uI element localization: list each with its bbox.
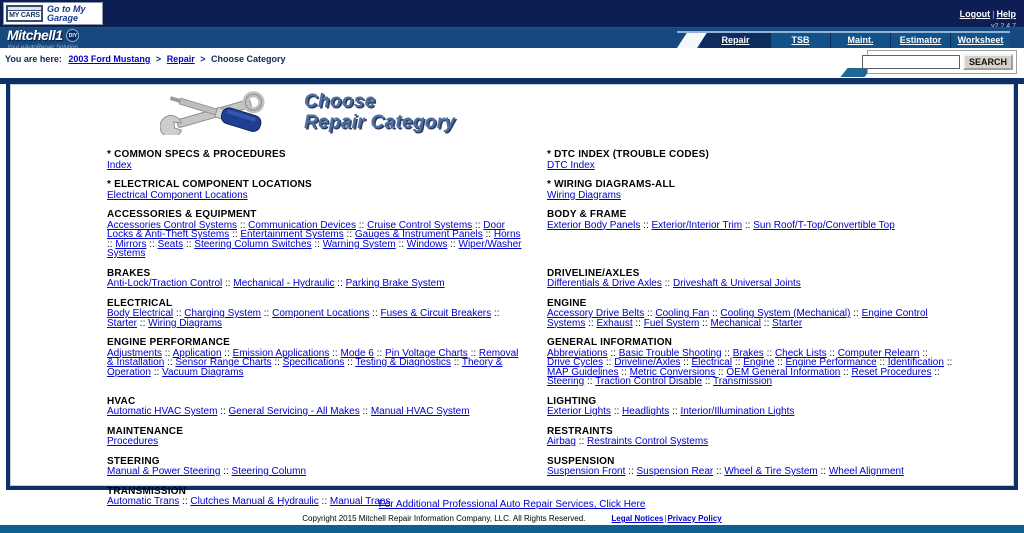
category-link[interactable]: OEM General Information — [726, 366, 841, 378]
category-heading: ENGINE PERFORMANCE — [107, 337, 231, 348]
category-link[interactable]: Manual & Power Steering — [107, 466, 221, 477]
category-links — [107, 437, 527, 447]
category-link[interactable]: Starter — [107, 317, 138, 329]
category-section — [547, 457, 973, 477]
category-heading: ACCESSORIES & EQUIPMENT — [107, 209, 257, 220]
category-link[interactable]: Mechanical — [710, 317, 762, 329]
category-link[interactable]: Clutches Manual & Hydraulic — [190, 496, 319, 507]
category-heading: DRIVELINE/AXLES — [547, 267, 640, 279]
breadcrumb-current: Choose Category — [211, 54, 286, 64]
category-links — [547, 161, 953, 171]
category-link[interactable]: Driveline/Axles — [614, 357, 681, 368]
category-link[interactable]: Warning System — [322, 238, 396, 250]
category-grid — [107, 150, 987, 517]
category-link[interactable]: Engine Control Systems — [547, 308, 928, 329]
breadcrumb-vehicle-link[interactable]: 2003 Ford Mustang — [68, 54, 151, 64]
category-links: Manual & Power Steering :: Steering Column — [107, 466, 307, 477]
diy-badge: DIY — [66, 29, 79, 42]
category-link[interactable]: Door Locks & Anti-Theft Systems — [107, 219, 505, 240]
category-link[interactable]: Fuel System — [643, 317, 700, 329]
category-link[interactable]: Engine — [743, 357, 775, 368]
category-link[interactable]: Accessory Drive Belts — [547, 308, 645, 319]
category-link[interactable]: MAP Guidelines — [547, 366, 619, 378]
page-title: Choose Repair Category — [304, 91, 456, 133]
category-link[interactable]: Exterior Body Panels — [547, 219, 641, 231]
category-link[interactable]: Vacuum Diagrams — [162, 366, 244, 378]
category-link[interactable]: Exterior Lights — [547, 406, 611, 417]
category-link[interactable]: Electrical — [691, 357, 733, 368]
tab-maint[interactable]: Maint. — [830, 33, 890, 48]
category-link[interactable]: Wiring Diagrams — [148, 317, 223, 329]
category-link[interactable]: Horns — [493, 229, 521, 240]
category-link[interactable]: Testing & Diagnostics — [355, 357, 451, 368]
category-link[interactable]: Sensor Range Charts — [175, 357, 272, 368]
search-button[interactable]: SEARCH — [963, 54, 1013, 70]
category-link[interactable]: Basic Trouble Shooting — [618, 347, 722, 359]
category-section — [547, 487, 973, 507]
breadcrumb: You are here: 2003 Ford Mustang > Repair > Choose Category — [5, 54, 286, 64]
breadcrumb-row — [0, 48, 1024, 78]
go-to-my-garage-button[interactable] — [3, 2, 103, 25]
category-link[interactable]: Windows — [406, 238, 448, 250]
category-link[interactable]: Differentials & Drive Axles — [547, 278, 662, 289]
category-heading: RESTRAINTS — [547, 425, 613, 437]
brand-bar — [0, 27, 1024, 48]
category-links: Airbag :: Restraints Control Systems — [547, 436, 709, 447]
category-link[interactable]: Entertainment Systems — [240, 229, 344, 240]
search-input[interactable] — [862, 55, 960, 69]
category-links: Exterior Lights :: Headlights :: Interior/Illumination Lights — [547, 406, 795, 417]
category-link[interactable]: Seats — [157, 238, 184, 250]
category-link[interactable]: Theory & Operation — [107, 357, 503, 378]
category-link[interactable]: Accessories Control Systems — [107, 219, 238, 231]
category-links: Automatic Trans :: Clutches Manual & Hydraulic :: Manual Trans — [107, 496, 391, 507]
category-heading: HVAC — [107, 395, 136, 407]
category-heading: * DTC INDEX (TROUBLE CODES) — [547, 149, 710, 160]
breadcrumb-prefix: You are here: — [5, 54, 62, 64]
category-links: Automatic HVAC System :: General Servicing - All Makes :: Manual HVAC System — [107, 406, 470, 417]
category-heading: MAINTENANCE — [107, 425, 184, 437]
category-link[interactable]: Automatic Trans — [107, 496, 180, 507]
category-link[interactable]: Component Locations — [272, 308, 370, 319]
logout-link[interactable]: Logout — [959, 9, 991, 19]
category-link[interactable]: Anti-Lock/Traction Control — [107, 278, 223, 289]
category-heading: TRANSMISSION — [107, 485, 187, 497]
page-header — [160, 89, 455, 135]
category-links: Anti-Lock/Traction Control :: Mechanical - Hydraulic :: Parking Brake System — [107, 278, 445, 289]
search-panel — [867, 50, 1017, 74]
category-link[interactable]: Cooling Fan — [655, 308, 710, 319]
bottom-bar — [0, 525, 1024, 533]
category-section — [107, 150, 547, 170]
category-link[interactable]: Abbreviations — [547, 347, 608, 359]
category-link[interactable]: Adjustments — [107, 347, 163, 359]
category-section — [547, 269, 973, 289]
category-link[interactable]: Airbag — [547, 436, 576, 447]
category-link[interactable]: Brakes — [732, 347, 764, 359]
category-heading: BODY & FRAME — [547, 209, 627, 220]
category-link[interactable]: Automatic HVAC System — [107, 406, 218, 417]
category-link[interactable]: Transmission — [713, 376, 773, 387]
category-section — [107, 487, 547, 507]
category-link[interactable]: Driveshaft & Universal Joints — [672, 278, 801, 289]
category-link[interactable]: Application — [172, 347, 222, 359]
category-link[interactable]: Procedures — [107, 436, 159, 447]
tab-worksheet[interactable]: Worksheet — [950, 33, 1010, 48]
category-link[interactable]: Drive Cycles — [547, 357, 604, 368]
category-link[interactable]: Pin Voltage Charts — [384, 347, 468, 359]
category-links: Body Electrical :: Charging System :: Component Locations :: Fuses & Circuit Breakers :: Starter :: Wiring Diagrams — [107, 308, 500, 329]
category-link[interactable]: Manual HVAC System — [370, 406, 470, 417]
breadcrumb-repair-link[interactable]: Repair — [166, 54, 195, 64]
category-link[interactable]: Engine Performance — [785, 357, 877, 368]
privacy-policy-link[interactable]: Privacy Policy — [667, 514, 722, 523]
category-heading: GENERAL INFORMATION — [547, 337, 673, 348]
repair-tools-icon — [160, 89, 272, 135]
garage-button-label: Go to My Garage — [47, 3, 86, 23]
category-link[interactable]: Sun Roof/T-Top/Convertible Top — [753, 219, 895, 231]
category-link[interactable]: Cruise Control Systems — [367, 219, 473, 231]
category-links — [547, 191, 953, 201]
category-link[interactable]: Traction Control Disable — [595, 376, 703, 387]
category-link[interactable]: Electrical Component Locations — [107, 189, 248, 201]
category-link[interactable]: Specifications — [282, 357, 345, 368]
tab-estimator[interactable]: Estimator — [890, 33, 950, 48]
category-link[interactable]: Wheel & Tire System — [724, 466, 818, 477]
category-link[interactable]: Communication Devices — [248, 219, 356, 231]
category-links: Differentials & Drive Axles :: Driveshaft & Universal Joints — [547, 278, 801, 289]
category-heading: * WIRING DIAGRAMS-ALL — [547, 179, 676, 190]
category-link[interactable]: Parking Brake System — [345, 278, 445, 289]
category-section — [547, 210, 973, 259]
category-section — [107, 299, 547, 329]
category-link[interactable]: Steering — [547, 376, 585, 387]
category-links: Accessory Drive Belts :: Cooling Fan :: Cooling System (Mechanical) :: Engine Control Systems :: Exhaust :: Fuel System :: Mechanical :: Starter — [547, 308, 928, 329]
category-section — [547, 338, 973, 387]
top-bar — [0, 0, 1024, 27]
category-link[interactable]: Mirrors — [115, 238, 147, 250]
tab-repair[interactable]: Repair — [700, 33, 770, 48]
category-section — [547, 180, 973, 200]
category-heading: * ELECTRICAL COMPONENT LOCATIONS — [107, 179, 312, 190]
category-section — [547, 299, 973, 329]
legal-notices-link[interactable]: Legal Notices — [611, 514, 664, 523]
category-section — [107, 338, 547, 387]
category-links: Suspension Front :: Suspension Rear :: Wheel & Tire System :: Wheel Alignment — [547, 466, 904, 477]
category-link[interactable]: Gauges & Instrument Panels — [354, 229, 483, 240]
category-link[interactable]: Index — [107, 159, 132, 171]
category-link[interactable]: Mode 6 — [340, 347, 374, 359]
category-link[interactable]: Starter — [772, 317, 803, 329]
category-section — [107, 427, 547, 447]
copyright-text: Copyright 2015 Mitchell Repair Information Company, LLC. All Rights Reserved. — [302, 514, 586, 523]
category-links: Accessories Control Systems :: Communication Devices :: Cruise Control Systems :: Door Locks & Anti-Theft Systems :: Entertainment Systems :: Gauges & Instrument Panels :: Horns :: Mirrors :: Seats :: Steering Column Switches :: Warning System :: Windows :: Wiper/Washer Systems — [107, 219, 522, 259]
category-link[interactable]: Identification — [887, 357, 944, 368]
license-plate-icon — [6, 5, 43, 22]
category-link[interactable]: Body Electrical — [107, 308, 174, 319]
session-links: Logout | Help — [960, 4, 1016, 30]
category-heading: LIGHTING — [547, 395, 597, 407]
category-section — [547, 150, 973, 170]
category-links: Abbreviations :: Basic Trouble Shooting :: Brakes :: Check Lists :: Computer Relearn :: Drive Cycles :: Driveline/Axles :: Electrical :: Engine :: Engine Performance :: Identification :: MAP Guidelines :: Metric Conversions :: OEM General Information :: Reset Procedures :: Steering :: Traction Control Disable :: Transmission — [547, 347, 953, 387]
category-heading: ELECTRICAL — [107, 297, 173, 309]
promo-link[interactable]: For Additional Professional Auto Repair Services, Click Here — [378, 499, 646, 510]
category-links — [107, 161, 527, 171]
category-link[interactable]: Exterior/Interior Trim — [651, 219, 743, 231]
category-heading: STEERING — [107, 455, 160, 467]
category-link[interactable]: Steering Column Switches — [194, 238, 312, 250]
category-link[interactable]: Computer Relearn — [837, 347, 920, 359]
category-link[interactable]: Wiper/Washer Systems — [107, 238, 522, 259]
category-links — [107, 191, 527, 201]
category-link[interactable]: Fuses & Circuit Breakers — [380, 308, 492, 319]
category-link[interactable]: Suspension Front — [547, 466, 626, 477]
category-heading: SUSPENSION — [547, 455, 615, 467]
category-link[interactable]: Manual Trans — [329, 496, 391, 507]
category-section — [107, 180, 547, 200]
category-section — [107, 210, 547, 259]
category-link[interactable]: Interior/Illumination Lights — [680, 406, 795, 417]
category-link[interactable]: Mechanical - Hydraulic — [233, 278, 335, 289]
category-section — [107, 397, 547, 417]
category-link[interactable]: Exhaust — [596, 317, 633, 329]
category-section — [547, 427, 973, 447]
category-link[interactable]: Check Lists — [774, 347, 827, 359]
category-link[interactable]: Metric Conversions — [629, 366, 716, 378]
category-link[interactable]: Cooling System (Mechanical) — [720, 308, 851, 319]
category-link[interactable]: Suspension Rear — [636, 466, 714, 477]
category-links: Exterior Body Panels :: Exterior/Interior Trim :: Sun Roof/T-Top/Convertible Top — [547, 219, 895, 231]
category-link[interactable]: Removal & Installation — [107, 347, 519, 368]
category-link[interactable]: DTC Index — [547, 159, 595, 171]
category-link[interactable]: Headlights — [622, 406, 670, 417]
category-link[interactable]: Wiring Diagrams — [547, 189, 621, 201]
category-link[interactable]: Wheel Alignment — [828, 466, 904, 477]
tab-tsb[interactable]: TSB — [770, 33, 830, 48]
category-heading: ENGINE — [547, 297, 587, 309]
category-section — [107, 457, 547, 477]
category-link[interactable]: General Servicing - All Makes — [228, 406, 360, 417]
category-links: Adjustments :: Application :: Emission Applications :: Mode 6 :: Pin Voltage Charts :: Removal & Installation :: Sensor Range Charts :: Specifications :: Testing & Diagnostics :: Theory & Operation :: Vacuum Diagrams — [107, 347, 519, 378]
category-link[interactable]: Restraints Control Systems — [587, 436, 709, 447]
nav-tabs — [677, 31, 1010, 48]
category-section — [547, 397, 973, 417]
copyright-line: Copyright 2015 Mitchell Repair Information Company, LLC. All Rights Reserved. Legal Notices|Privacy Policy — [302, 514, 722, 523]
category-link[interactable]: Steering Column — [231, 466, 307, 477]
plate-label: MY CARS — [9, 12, 40, 19]
category-link[interactable]: Reset Procedures — [851, 366, 932, 378]
category-section — [107, 269, 547, 289]
category-link[interactable]: Charging System — [184, 308, 261, 319]
category-heading: * COMMON SPECS & PROCEDURES — [107, 149, 286, 160]
category-link[interactable]: Emission Applications — [232, 347, 330, 359]
help-link[interactable]: Help — [996, 9, 1016, 19]
category-heading: BRAKES — [107, 267, 151, 279]
logo-text: Mitchell1 — [7, 27, 63, 43]
